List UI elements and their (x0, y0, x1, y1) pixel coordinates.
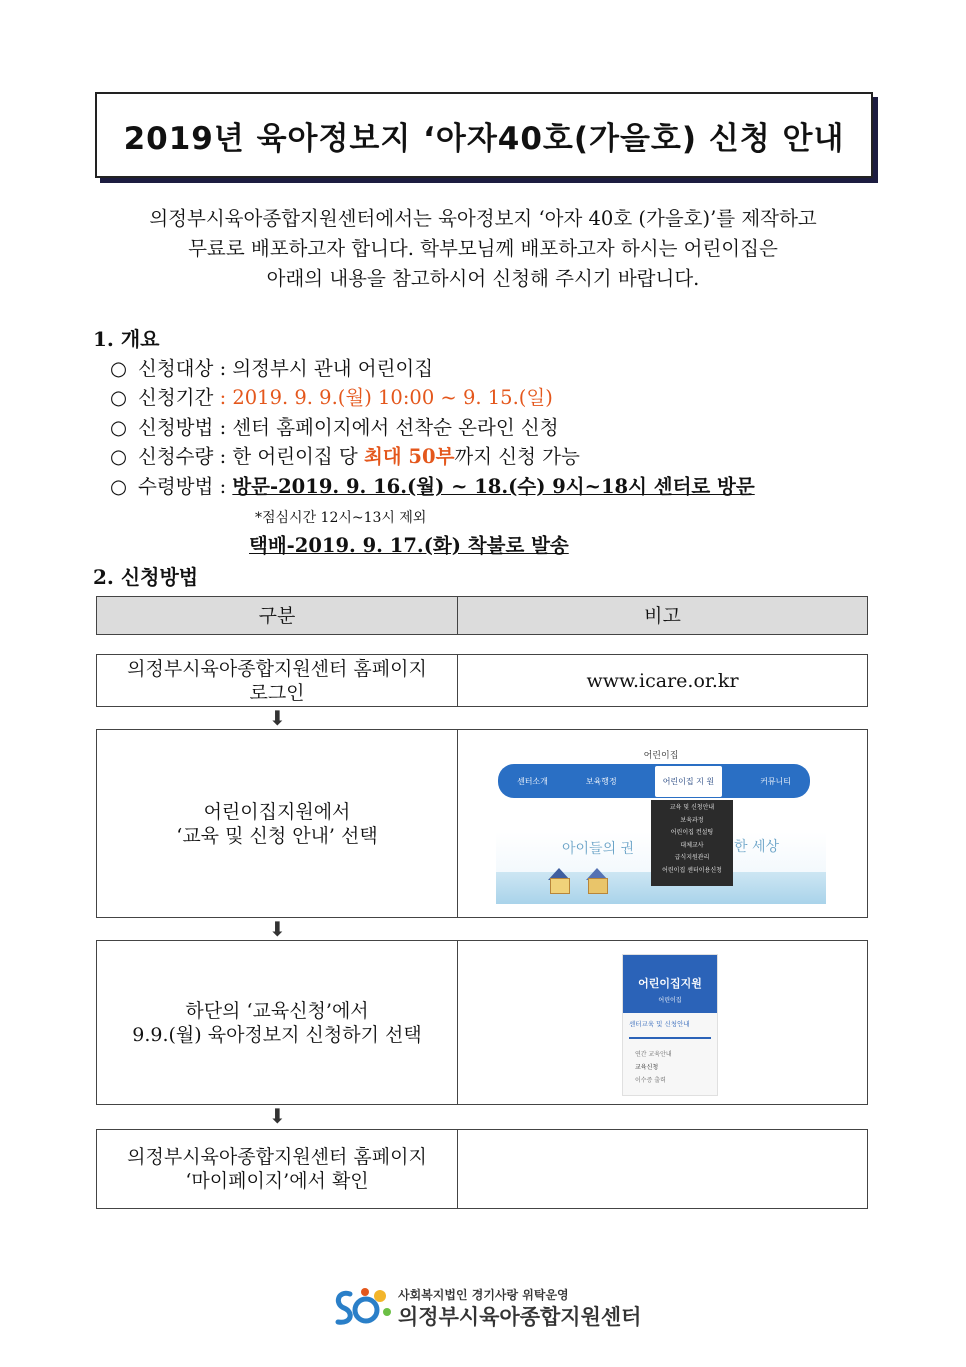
delivery-line: 택배-2019. 9. 17.(화) 착불로 발송 (249, 534, 569, 557)
circle-bullet-icon: ○ (110, 386, 128, 409)
row-value-emphasis: 최대 50부 (363, 445, 455, 468)
row-label: 신청기간 (138, 386, 214, 409)
page-title: 2019년 육아정보지 ‘아자40호(가을호) 신청 안내 (123, 120, 845, 157)
step-4-left (96, 1129, 458, 1209)
row-label: 신청수량 (138, 445, 214, 468)
table-header-category: 구분 (96, 596, 458, 635)
menu-item: 교육 및 신청안내 (669, 804, 715, 811)
table-header-remarks: 비고 (457, 596, 868, 635)
intro-line-3: 아래의 내용을 참고하시어 신청해 주시기 바랍니다. (266, 267, 700, 290)
circle-bullet-icon: ○ (110, 357, 128, 380)
screenshot-education-submenu (622, 954, 718, 1096)
nav-item: 센터소개 (516, 776, 548, 786)
step-text: 로그인 (249, 681, 305, 704)
menu-item: 어린이집 컨설팅 (670, 829, 714, 836)
step-text: ‘마이페이지’에서 확인 (185, 1170, 369, 1192)
screenshot-dropdown-menu (651, 800, 733, 886)
row-value-post: 까지 신청 가능 (454, 445, 580, 468)
down-arrow-icon: ⬇ (269, 917, 286, 941)
row-sep: : (219, 475, 227, 498)
step-1-right (457, 654, 868, 707)
menu-item: 대체교사 (680, 841, 704, 849)
screenshot-childcare-menu (496, 744, 826, 904)
step-text: 의정부시육아종합지원센터 홈페이지 (127, 657, 427, 680)
submenu-header (623, 955, 717, 1013)
step-text: 어린이집지원에서 (203, 800, 351, 823)
down-arrow-icon: ⬇ (269, 1104, 286, 1128)
intro-line-2: 무료로 배포하고자 합니다. 학부모님께 배포하고자 하시는 어린이집은 (188, 237, 778, 260)
row-label: 신청방법 (138, 416, 214, 439)
overview-row-period (110, 382, 553, 410)
menu-item: 어린이집 센터이용신청 (662, 866, 722, 874)
submenu-subtitle: 어린이집 (658, 997, 682, 1004)
submenu-subitem: 이수증 출력 (635, 1077, 666, 1084)
row-label: 수령방법 (138, 475, 214, 498)
circle-bullet-icon: ○ (110, 445, 128, 468)
footer-org-line-1: 사회복지법인 경기사랑 위탁운영 (398, 1288, 569, 1302)
step-1-left (96, 654, 458, 707)
section-2-heading: 2. 신청방법 (93, 565, 199, 589)
nav-item-active: 어린이집 지 원 (655, 766, 722, 797)
row-value: 방문-2019. 9. 16.(월) ~ 18.(수) 9시~18시 센터로 방문 (232, 475, 755, 498)
row-label: 신청대상 (138, 357, 214, 380)
step-4-right (457, 1129, 868, 1209)
step-3-left (96, 940, 458, 1105)
step-text: ‘교육 및 신청 안내’ 선택 (176, 824, 378, 847)
menu-item: 급식지원관리 (674, 854, 710, 861)
submenu-divider (629, 1037, 711, 1039)
screenshot-script-left: 아이들의 권 (562, 841, 635, 857)
overview-row-pickup (110, 471, 755, 499)
nav-item: 보육행정 (585, 776, 617, 786)
screenshot-nav-bar (498, 764, 810, 798)
house-icon (588, 878, 608, 894)
submenu-subitem: 연간 교육안내 (635, 1051, 672, 1058)
row-value-pre: 한 어린이집 당 (232, 445, 364, 468)
house-icon (550, 878, 570, 894)
step-text: 9.9.(월) 육아정보지 신청하기 선택 (132, 1023, 422, 1046)
screenshot-script-right: 한 세상 (734, 839, 780, 855)
row-value: 의정부시 관내 어린이집 (232, 357, 434, 380)
circle-bullet-icon: ○ (110, 475, 128, 498)
row-sep: : (219, 386, 227, 409)
row-sep: : (219, 445, 227, 468)
submenu-subitem-active: 교육신청 (635, 1064, 659, 1071)
menu-item: 보육과정 (680, 816, 704, 824)
step-text: 하단의 ‘교육신청’에서 (185, 999, 369, 1022)
row-value: 2019. 9. 9.(월) 10:00 ~ 9. 15.(일) (232, 386, 553, 409)
intro-line-1: 의정부시육아종합지원센터에서는 육아정보지 ‘아자 40호 (가을호)’를 제작하고 (149, 207, 817, 230)
step-text: 의정부시육아종합지원센터 홈페이지 (127, 1146, 427, 1168)
overview-row-quantity (110, 441, 580, 469)
center-logo-icon (332, 1284, 394, 1328)
row-sep: : (219, 416, 227, 439)
overview-row-method (110, 412, 559, 440)
overview-row-target (110, 353, 433, 381)
down-arrow-icon: ⬇ (269, 706, 286, 730)
screenshot-brand: 어린이집 (643, 751, 679, 761)
submenu-title: 어린이집지원 (638, 977, 702, 990)
title-box (95, 92, 873, 178)
row-sep: : (219, 357, 227, 380)
circle-bullet-icon: ○ (110, 416, 128, 439)
section-1-heading: 1. 개요 (93, 327, 160, 351)
row-value: 센터 홈페이지에서 선착순 온라인 신청 (232, 416, 559, 439)
lunch-note: *점심시간 12시~13시 제외 (255, 510, 427, 526)
footer-org-line-2: 의정부시육아종합지원센터 (398, 1305, 642, 1329)
nav-item: 커뮤니티 (760, 776, 792, 786)
step-2-left (96, 729, 458, 918)
submenu-item: 센터교육 및 신청안내 (629, 1020, 690, 1028)
website-url[interactable]: www.icare.or.kr (586, 669, 739, 692)
